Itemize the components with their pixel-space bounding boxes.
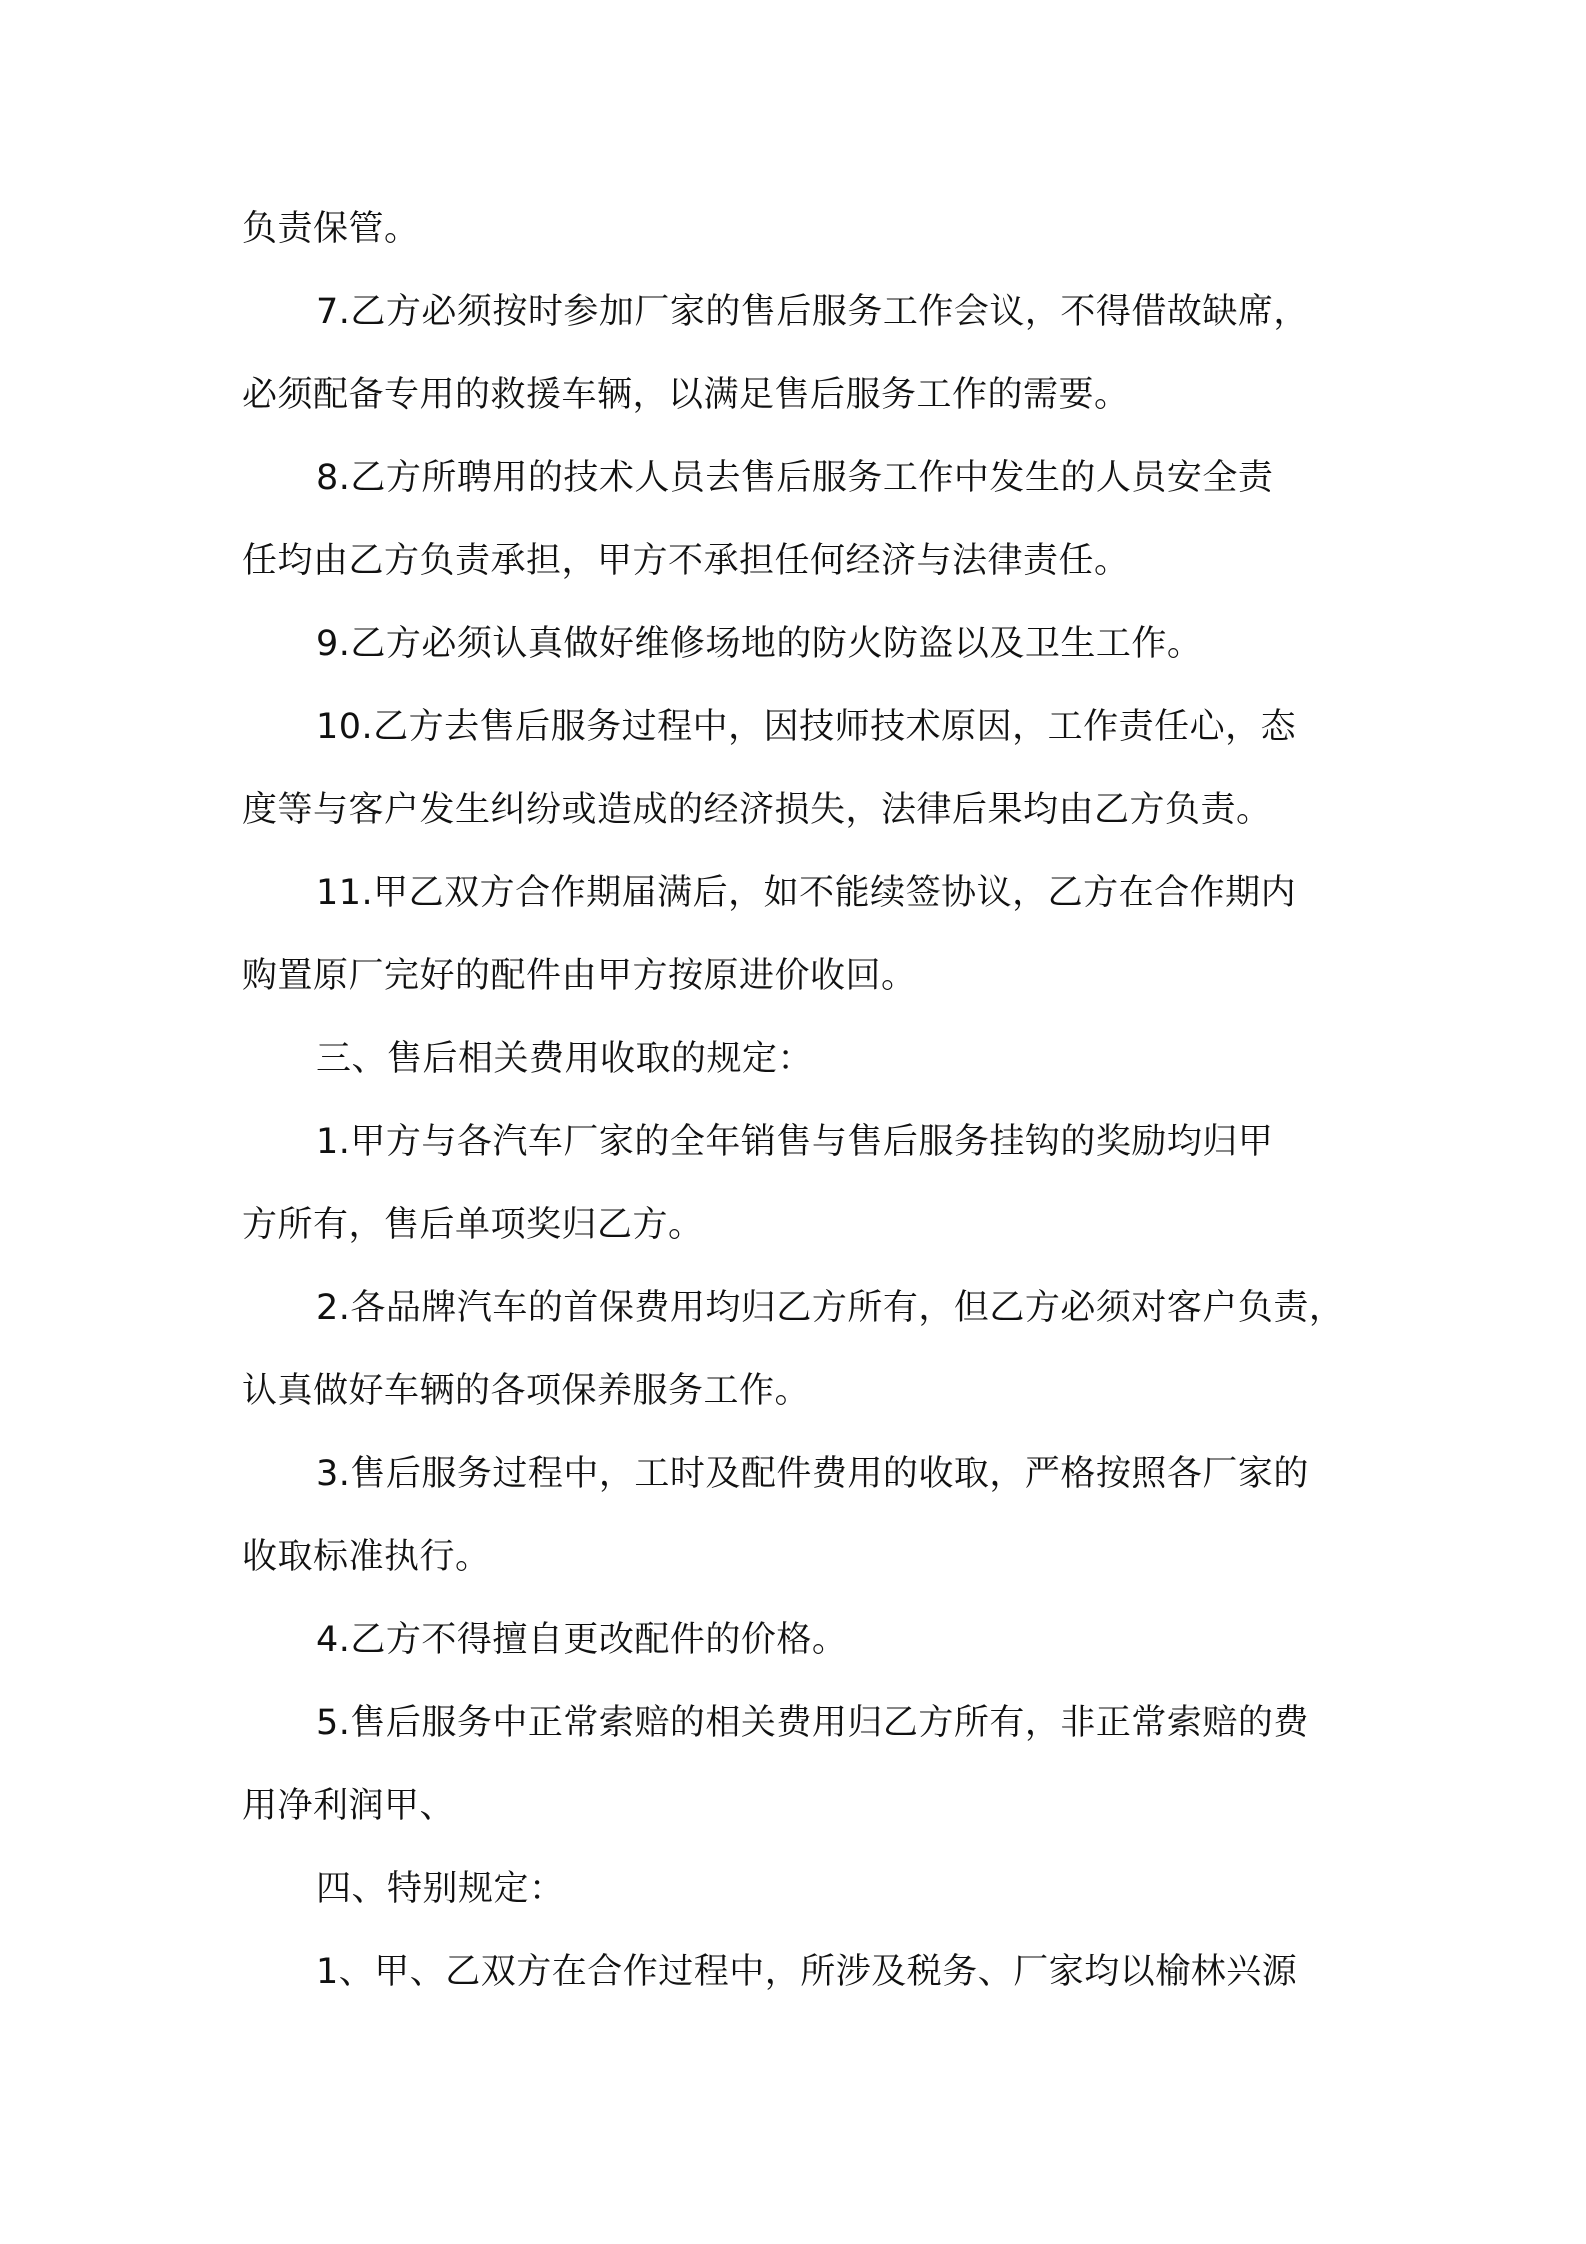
text-line: 2.各品牌汽车的首保费用均归乙方所有，但乙方必须对客户负责， [316,1288,1345,1328]
text-line: 1.甲方与各汽车厂家的全年销售与售后服务挂钩的奖励均归甲 [316,1122,1274,1162]
text-line: 7.乙方必须按时参加厂家的售后服务工作会议，不得借故缺席， [316,292,1309,332]
text-line: 任均由乙方负责承担，甲方不承担任何经济与法律责任。 [242,541,1130,581]
section-heading: 三、售后相关费用收取的规定： [316,1039,814,1079]
text-line: 度等与客户发生纠纷或造成的经济损失，法律后果均由乙方负责。 [242,790,1272,830]
text-line: 3.售后服务过程中，工时及配件费用的收取，严格按照各厂家的 [316,1454,1309,1494]
text-line: 购置原厂完好的配件由甲方按原进价收回。 [242,956,917,996]
text-line: 负责保管。 [242,209,420,249]
text-line: 1、甲、乙双方在合作过程中，所涉及税务、厂家均以榆林兴源 [316,1952,1298,1992]
text-line: 9.乙方必须认真做好维修场地的防火防盗以及卫生工作。 [316,624,1203,664]
text-line: 4.乙方不得擅自更改配件的价格。 [316,1620,848,1660]
text-line: 11.甲乙双方合作期届满后，如不能续签协议，乙方在合作期内 [316,873,1297,913]
text-line: 必须配备专用的救援车辆，以满足售后服务工作的需要。 [242,375,1130,415]
text-line: 认真做好车辆的各项保养服务工作。 [242,1371,811,1411]
text-line: 5.售后服务中正常索赔的相关费用归乙方所有，非正常索赔的费 [316,1703,1309,1743]
text-line: 方所有，售后单项奖归乙方。 [242,1205,704,1245]
text-line: 10.乙方去售后服务过程中，因技师技术原因，工作责任心，态 [316,707,1297,747]
text-line: 8.乙方所聘用的技术人员去售后服务工作中发生的人员安全责 [316,458,1274,498]
text-line: 用净利润甲、 [242,1786,456,1826]
section-heading: 四、特别规定： [316,1869,565,1909]
text-line: 收取标准执行。 [242,1537,491,1577]
